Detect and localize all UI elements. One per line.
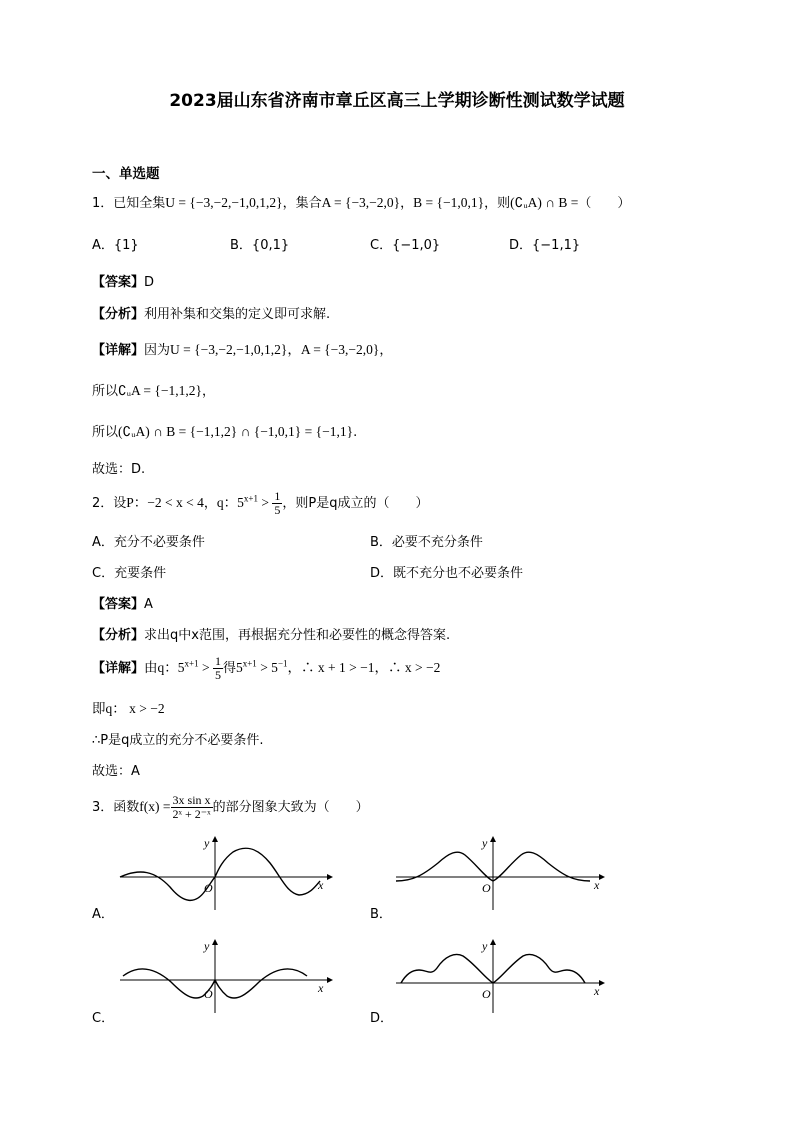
graph-b-origin: O xyxy=(482,881,491,895)
q1-line2 xyxy=(92,380,215,399)
q1-line2-prefix: 所以 xyxy=(92,384,119,399)
q2-frac-num: 1 xyxy=(274,489,281,503)
analysis-label: 【分析】 xyxy=(92,628,145,643)
section-heading: 一、单选题 xyxy=(92,166,160,182)
graph-label-c: C． xyxy=(92,1011,115,1026)
q1-line3 xyxy=(92,421,357,440)
q2-ji: 即q： x > −2 xyxy=(92,701,165,716)
graph-c xyxy=(115,938,335,1018)
q2-answer xyxy=(92,593,153,612)
graph-b-x-arrow xyxy=(599,874,605,880)
q2-detail-fraction xyxy=(213,655,223,682)
q3-frac-den: 2ˣ + 2⁻ˣ xyxy=(172,807,211,821)
q2-detail-ineq-base: 5 xyxy=(235,660,243,675)
q3-frac-num: 3x sin x xyxy=(171,794,213,808)
q2-detail-frac-den: 5 xyxy=(214,668,221,682)
q2-fraction xyxy=(272,490,282,517)
q2-detail-gt: > xyxy=(198,660,213,675)
q2-q-gt: > xyxy=(257,495,273,510)
q2-detail-ineq-exp: x+1 xyxy=(242,658,257,669)
q1-prefix: 1．已知全集 xyxy=(92,196,166,211)
graph-b xyxy=(393,835,608,915)
q1-blank: （ ） xyxy=(578,196,631,211)
graph-a-y-label: y xyxy=(204,836,210,850)
answer-label: 【答案】 xyxy=(92,597,145,612)
q2-therefore: ∴P是q成立的充分不必要条件. xyxy=(92,733,264,748)
q1-analysis xyxy=(92,303,330,322)
q3-prefix: 3．函数 xyxy=(92,800,140,815)
q1-detail-prefix: 因为 xyxy=(144,343,171,358)
graph-d-y-arrow xyxy=(490,939,496,945)
q1-detail-end: ， xyxy=(379,343,393,358)
graph-d-y-label: y xyxy=(482,939,488,953)
graph-c-x-arrow xyxy=(327,977,333,983)
q2-p: P：−2 < x < 4 xyxy=(126,495,204,510)
graph-d xyxy=(393,938,608,1018)
q2-option-c: C．充要条件 xyxy=(92,566,167,581)
graph-c-y-arrow xyxy=(212,939,218,945)
q2-prefix: 2．设 xyxy=(92,496,127,511)
graph-c-x-label: x xyxy=(318,981,324,995)
graph-a-curve xyxy=(120,848,320,900)
graph-b-y-label: y xyxy=(482,836,488,850)
graph-a-x-label: x xyxy=(318,878,324,892)
q2-detail xyxy=(92,655,440,682)
q1-set-u: U = {−3,−2,−1,0,1,2} xyxy=(165,195,283,210)
q2-option-d: D．既不充分也不必要条件 xyxy=(370,566,524,581)
q2-detail-ineq-exp2: −1 xyxy=(277,658,288,669)
q1-analysis-text: 利用补集和交集的定义即可求解. xyxy=(144,307,331,322)
q3-stem-end: 的部分图象大致为（ ） xyxy=(212,800,369,815)
q3-stem xyxy=(92,794,369,821)
graph-c-y-label: y xyxy=(204,939,210,953)
q1-line2-math: ∁ᵤA = {−1,1,2} xyxy=(118,383,202,398)
graph-label-a: A． xyxy=(92,907,114,922)
q1-stem xyxy=(92,192,630,211)
q2-frac-den: 5 xyxy=(274,503,281,517)
q2-detail-mid: 得 xyxy=(222,661,236,676)
q1-mid1: ，集合 xyxy=(282,196,322,211)
q2-q-exp: x+1 xyxy=(243,493,258,504)
answer-label: 【答案】 xyxy=(92,275,145,290)
q1-answer xyxy=(92,271,154,290)
q1-option-d: D．{−1,1} xyxy=(509,238,581,253)
q2-q: q：5 xyxy=(216,495,244,510)
q3-fx: f(x) = xyxy=(139,799,171,814)
q1-detail xyxy=(92,338,392,358)
q2-analysis xyxy=(92,624,450,643)
q2-answer-value: A xyxy=(144,597,153,612)
q1-option-a: A．{1} xyxy=(92,238,139,253)
q2-detail-chain: ，∴ x + 1 > −1，∴ x > −2 xyxy=(287,660,441,675)
q1-option-c: C．{−1,0} xyxy=(370,238,441,253)
q2-detail-frac-num: 1 xyxy=(214,654,221,668)
q2-sep: ， xyxy=(203,496,217,511)
analysis-label: 【分析】 xyxy=(92,307,145,322)
q1-sep: ， xyxy=(400,196,414,211)
q1-set-a: A = {−3,−2,0} xyxy=(321,195,401,210)
q1-option-b: B．{0,1} xyxy=(230,238,290,253)
q2-detail-exp: x+1 xyxy=(184,658,199,669)
q1-expr: (∁ᵤA) ∩ B = xyxy=(510,195,579,210)
q2-conclusion: 故选：A xyxy=(92,764,140,779)
q1-mid2: ，则 xyxy=(484,196,511,211)
graph-c-origin: O xyxy=(204,987,213,1001)
q2-option-b: B．必要不充分条件 xyxy=(370,535,483,550)
graph-label-b: B． xyxy=(370,907,392,922)
q1-line2-end: ， xyxy=(201,384,215,399)
q1-set-b: B = {−1,0,1} xyxy=(413,195,485,210)
q1-line3-end: . xyxy=(353,425,358,440)
q2-stem-end: ，则P是q成立的（ ） xyxy=(282,496,429,511)
q1-detail-math: U = {−3,−2,−1,0,1,2}，A = {−3,−2,0} xyxy=(170,342,380,357)
detail-label: 【详解】 xyxy=(92,661,145,676)
graph-b-y-arrow xyxy=(490,836,496,842)
q1-line3-math: (∁ᵤA) ∩ B = {−1,1,2} ∩ {−1,0,1} = {−1,1} xyxy=(118,424,354,439)
detail-label: 【详解】 xyxy=(92,343,145,358)
q1-answer-value: D xyxy=(144,275,155,290)
q1-line3-prefix: 所以 xyxy=(92,425,119,440)
graph-d-origin: O xyxy=(482,987,491,1001)
page-title: 2023届山东省济南市章丘区高三上学期诊断性测试数学试题 xyxy=(169,91,625,111)
graph-d-x-arrow xyxy=(599,980,605,986)
graph-a-y-arrow xyxy=(212,836,218,842)
graph-d-x-label: x xyxy=(594,984,600,998)
q2-detail-ineq-rest: > 5 xyxy=(256,660,278,675)
graph-a-x-arrow xyxy=(327,874,333,880)
q1-conclusion: 故选：D. xyxy=(92,462,146,477)
graph-b-x-label: x xyxy=(594,878,600,892)
q2-option-a: A．充分不必要条件 xyxy=(92,535,205,550)
graph-a xyxy=(115,835,335,915)
q2-detail-pre: 由q：5 xyxy=(144,660,185,675)
q2-analysis-text: 求出q中x范围，再根据充分性和必要性的概念得答案. xyxy=(144,628,451,643)
graph-a-origin: O xyxy=(204,881,213,895)
q3-fraction xyxy=(171,794,213,821)
graph-label-d: D． xyxy=(370,1011,394,1026)
q2-stem xyxy=(92,490,428,517)
